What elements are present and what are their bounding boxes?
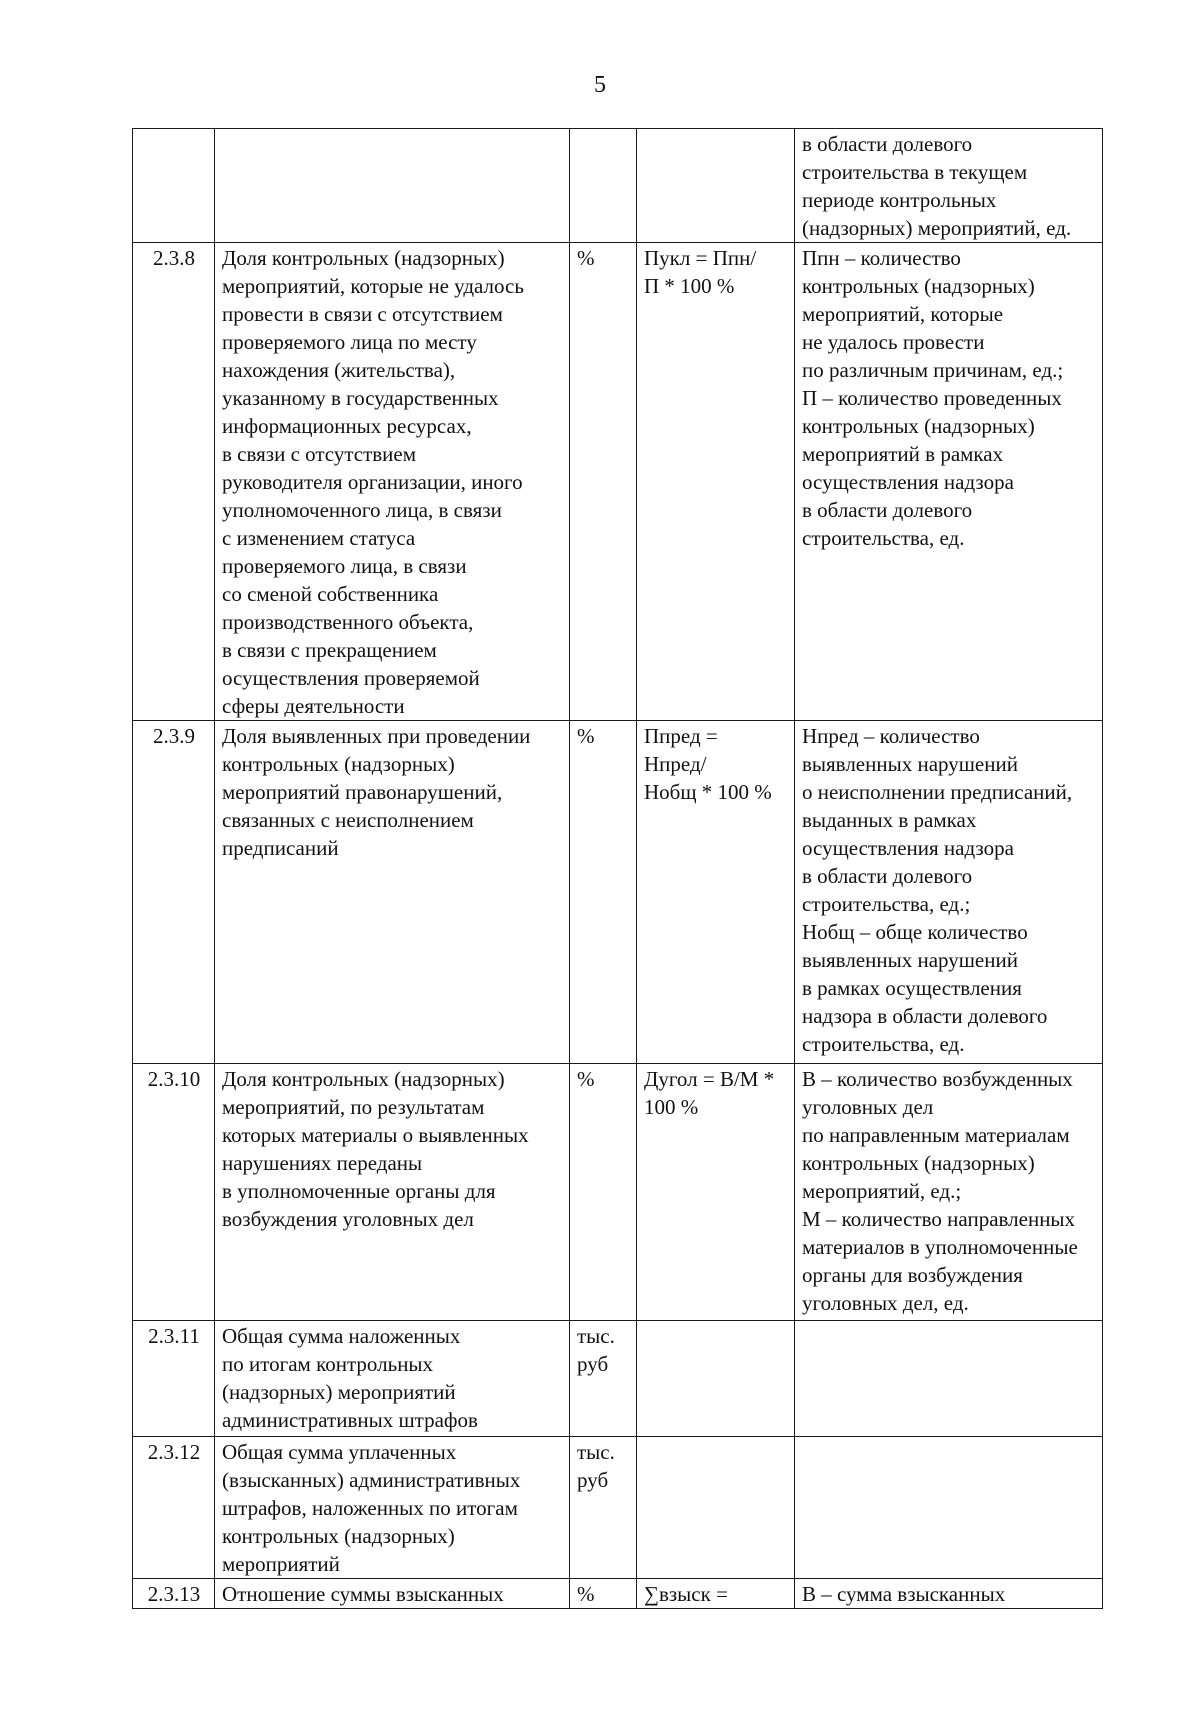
indicator-description xyxy=(795,1064,1103,1321)
text-line: уголовных дел xyxy=(802,1095,934,1119)
text-line: Ппред = xyxy=(644,724,718,748)
text-line: проверяемого лица, в связи xyxy=(222,554,467,578)
text-line: сферы деятельности xyxy=(222,694,405,718)
text-line: Пукл = Ппн/ xyxy=(644,246,757,270)
text-line: мероприятий, по результатам xyxy=(222,1095,485,1119)
table-row xyxy=(133,1321,1103,1437)
text-line: осуществления надзора xyxy=(802,470,1014,494)
indicator-description xyxy=(795,1321,1103,1437)
text-line: органы для возбуждения xyxy=(802,1263,1023,1287)
indicator-formula xyxy=(637,721,795,1064)
text-line: мероприятий в рамках xyxy=(802,442,1004,466)
text-line: информационных ресурсах, xyxy=(222,414,472,438)
text-line: контрольных (надзорных) xyxy=(802,274,1035,298)
indicator-number xyxy=(133,129,215,243)
indicator-name xyxy=(215,243,570,721)
indicator-description xyxy=(795,129,1103,243)
text-line: которых материалы о выявленных xyxy=(222,1123,529,1147)
text-line: Общая сумма уплаченных xyxy=(222,1440,457,1464)
indicator-name xyxy=(215,721,570,1064)
text-line: Нобщ * 100 % xyxy=(644,780,772,804)
text-line: выданных в рамках xyxy=(802,808,977,832)
text-line: периоде контрольных xyxy=(802,188,997,212)
text-line: Нобщ – обще количество xyxy=(802,920,1028,944)
text-line: (надзорных) мероприятий, ед. xyxy=(802,216,1072,240)
table-row xyxy=(133,243,1103,721)
text-line: материалов в уполномоченные xyxy=(802,1235,1078,1259)
indicator-name xyxy=(215,1437,570,1579)
text-line: строительства, ед.; xyxy=(802,892,971,916)
indicator-number: 2.3.8 xyxy=(133,243,215,721)
text-line: % xyxy=(577,724,595,748)
text-line: мероприятий xyxy=(222,1552,340,1576)
text-line: контрольных (надзорных) xyxy=(802,414,1035,438)
text-line: уголовных дел, ед. xyxy=(802,1291,969,1315)
text-line: руб xyxy=(577,1352,609,1376)
indicator-unit xyxy=(570,1437,637,1579)
table-row xyxy=(133,1437,1103,1579)
indicator-formula xyxy=(637,1064,795,1321)
text-line: Общая сумма наложенных xyxy=(222,1324,461,1348)
indicator-name xyxy=(215,1064,570,1321)
indicator-unit xyxy=(570,129,637,243)
text-line: тыс. xyxy=(577,1324,615,1348)
text-line: возбуждения уголовных дел xyxy=(222,1207,474,1231)
text-line: мероприятий, которые xyxy=(802,302,1004,326)
text-line: в области долевого xyxy=(802,498,973,522)
indicator-formula xyxy=(637,1321,795,1437)
text-line: строительства, ед. xyxy=(802,526,965,550)
text-line: % xyxy=(577,246,595,270)
text-line: П * 100 % xyxy=(644,274,735,298)
text-line: осуществления проверяемой xyxy=(222,666,480,690)
text-line: уполномоченного лица, в связи xyxy=(222,498,502,522)
text-line: Дугол = В/М * xyxy=(644,1067,775,1091)
text-line: Нпред – количество xyxy=(802,724,980,748)
text-line: % xyxy=(577,1582,595,1606)
text-line: Доля контрольных (надзорных) xyxy=(222,1067,505,1091)
text-line: Нпред/ xyxy=(644,752,707,776)
text-line: В – сумма взысканных xyxy=(802,1582,1006,1606)
text-line: нарушениях переданы xyxy=(222,1151,423,1175)
text-line: проверяемого лица по месту xyxy=(222,330,477,354)
indicators-table xyxy=(132,128,1103,1609)
indicator-unit xyxy=(570,721,637,1064)
text-line: в области долевого xyxy=(802,864,973,888)
table-row xyxy=(133,1579,1103,1609)
indicator-formula xyxy=(637,129,795,243)
text-line: административных штрафов xyxy=(222,1408,478,1432)
text-line: Отношение суммы взысканных xyxy=(222,1582,504,1606)
text-line: руководителя организации, иного xyxy=(222,470,523,494)
indicator-number: 2.3.11 xyxy=(133,1321,215,1437)
text-line: контрольных (надзорных) xyxy=(222,752,455,776)
text-line: мероприятий, которые не удалось xyxy=(222,274,524,298)
text-line: по различным причинам, ед.; xyxy=(802,358,1064,382)
text-line: 100 % xyxy=(644,1095,699,1119)
text-line: указанному в государственных xyxy=(222,386,499,410)
indicator-formula xyxy=(637,243,795,721)
indicator-description xyxy=(795,1579,1103,1609)
text-line: контрольных (надзорных) xyxy=(222,1524,455,1548)
indicator-description xyxy=(795,243,1103,721)
text-line: с изменением статуса xyxy=(222,526,416,550)
text-line: Доля выявленных при проведении xyxy=(222,724,531,748)
text-line: в связи с прекращением xyxy=(222,638,437,662)
text-line: провести в связи с отсутствием xyxy=(222,302,503,326)
indicator-number: 2.3.9 xyxy=(133,721,215,1064)
indicator-unit xyxy=(570,1579,637,1609)
text-line: со сменой собственника xyxy=(222,582,439,606)
table-row xyxy=(133,1064,1103,1321)
text-line: % xyxy=(577,1067,595,1091)
indicator-number: 2.3.10 xyxy=(133,1064,215,1321)
text-line: тыс. xyxy=(577,1440,615,1464)
text-line: руб xyxy=(577,1468,609,1492)
text-line: в области долевого xyxy=(802,132,973,156)
text-line: не удалось провести xyxy=(802,330,985,354)
text-line: В – количество возбужденных xyxy=(802,1067,1073,1091)
table-row xyxy=(133,721,1103,1064)
indicator-unit xyxy=(570,243,637,721)
text-line: П – количество проведенных xyxy=(802,386,1062,410)
text-line: мероприятий, ед.; xyxy=(802,1179,962,1203)
text-line: (надзорных) мероприятий xyxy=(222,1380,456,1404)
text-line: связанных с неисполнением xyxy=(222,808,474,832)
text-line: о неисполнении предписаний, xyxy=(802,780,1073,804)
text-line: выявленных нарушений xyxy=(802,752,1018,776)
text-line: выявленных нарушений xyxy=(802,948,1018,972)
indicator-name xyxy=(215,129,570,243)
text-line: мероприятий правонарушений, xyxy=(222,780,503,804)
text-line: предписаний xyxy=(222,836,339,860)
text-line: нахождения (жительства), xyxy=(222,358,456,382)
text-line: строительства, ед. xyxy=(802,1032,965,1056)
text-line: штрафов, наложенных по итогам xyxy=(222,1496,518,1520)
text-line: в уполномоченные органы для xyxy=(222,1179,496,1203)
text-line: по итогам контрольных xyxy=(222,1352,434,1376)
indicator-name xyxy=(215,1579,570,1609)
text-line: Доля контрольных (надзорных) xyxy=(222,246,505,270)
text-line: строительства в текущем xyxy=(802,160,1028,184)
indicator-description xyxy=(795,1437,1103,1579)
page-number: 5 xyxy=(594,72,606,98)
table-row xyxy=(133,129,1103,243)
text-line: (взысканных) административных xyxy=(222,1468,521,1492)
indicator-unit xyxy=(570,1321,637,1437)
text-line: ∑взыск = xyxy=(644,1582,728,1606)
text-line: контрольных (надзорных) xyxy=(802,1151,1035,1175)
text-line: М – количество направленных xyxy=(802,1207,1076,1231)
text-line: осуществления надзора xyxy=(802,836,1014,860)
indicator-formula xyxy=(637,1437,795,1579)
indicator-unit xyxy=(570,1064,637,1321)
text-line: надзора в области долевого xyxy=(802,1004,1048,1028)
text-line: производственного объекта, xyxy=(222,610,474,634)
indicator-number: 2.3.13 xyxy=(133,1579,215,1609)
indicator-description xyxy=(795,721,1103,1064)
text-line: Ппн – количество xyxy=(802,246,961,270)
text-line: в рамках осуществления xyxy=(802,976,1022,1000)
indicator-formula xyxy=(637,1579,795,1609)
indicator-number: 2.3.12 xyxy=(133,1437,215,1579)
indicator-name xyxy=(215,1321,570,1437)
text-line: в связи с отсутствием xyxy=(222,442,417,466)
text-line: по направленным материалам xyxy=(802,1123,1070,1147)
